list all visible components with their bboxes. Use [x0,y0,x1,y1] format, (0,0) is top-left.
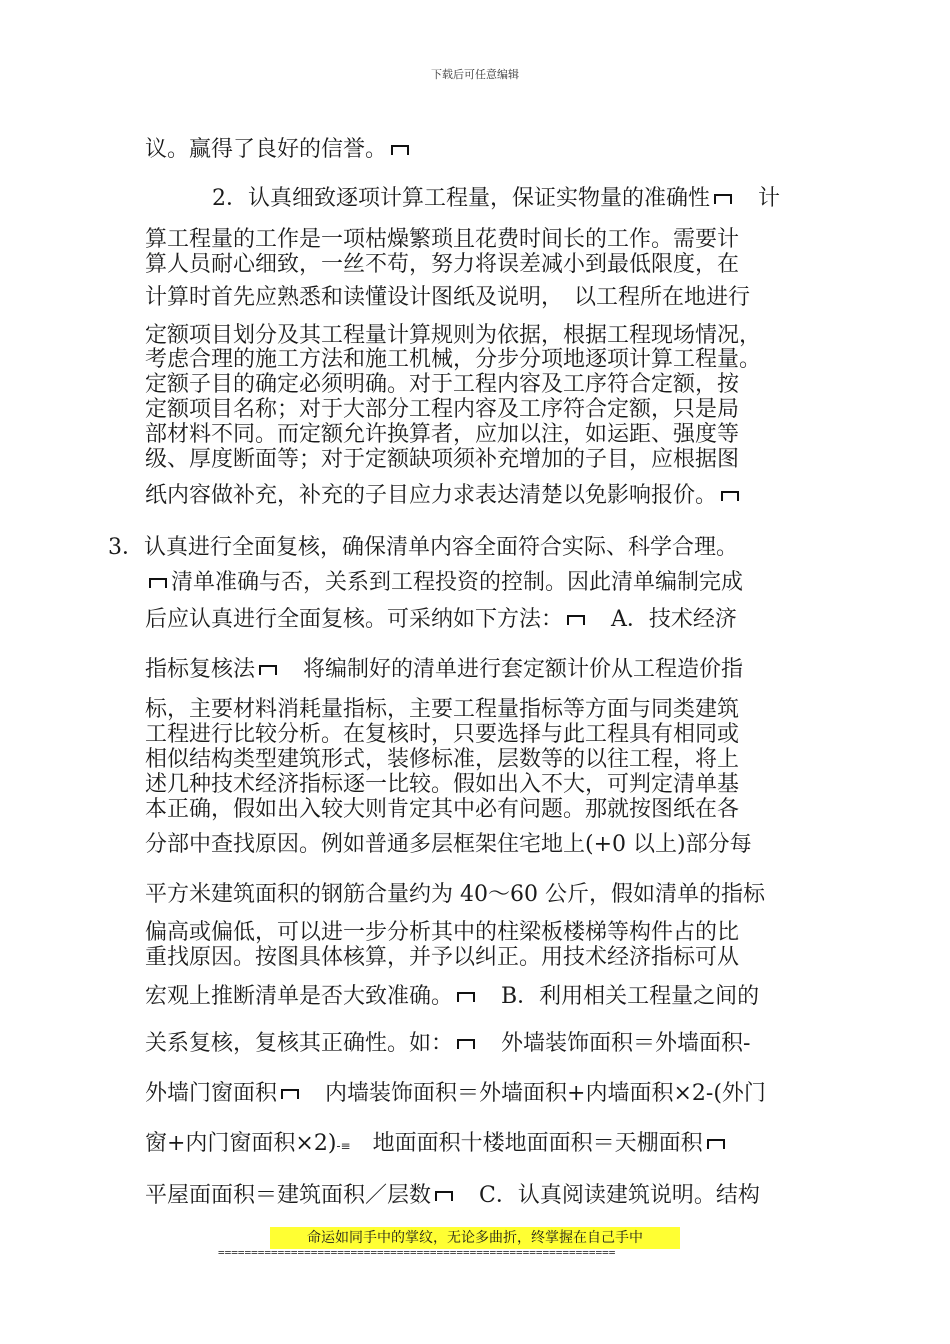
text-line [145,1183,760,1209]
line-text: 计算时首先应熟悉和读懂设计图纸及说明， 以工程所在地进行 [145,285,751,310]
line-text: 清单准确与否，关系到工程投资的控制。因此清单编制完成 [171,570,744,595]
line-text: 定额子目的确定必须明确。对于工程内容及工序符合定额，按 [145,372,740,397]
paragraph-mark-icon [567,615,585,625]
paragraph-mark-icon [707,1139,725,1149]
text-line [145,607,737,633]
line-text: 级、厚度断面等；对于定额缺项须补充增加的子目，应根据图 [145,447,740,472]
line-text: 算工程量的工作是一项枯燥繁琐且花费时间长的工作。需要计 [145,227,740,252]
line-text-after: 内墙装饰面积＝外墙面积+内墙面积×2-(外门 [303,1081,766,1106]
text-line [145,1131,729,1159]
paragraph-mark-icon [259,665,277,675]
line-text: 纸内容做补充，补充的子目应力求表达清楚以免影响报价。 [145,483,718,508]
text-line [145,945,739,971]
line-text: 算人员耐心细致，一丝不苟，努力将误差减小到最低限度，在 [145,252,740,277]
line-text: 部材料不同。而定额允许换算者，应加以注，如运距、强度等 [145,422,740,447]
line-text: 3．认真进行全面复核，确保清单内容全面符合实际、科学合理。 [108,535,738,560]
text-line [145,797,739,823]
line-text-after: 外墙装饰面积＝外墙面积- [479,1031,751,1056]
text-line [145,920,739,946]
line-text: 外墙门窗面积 [145,1081,278,1106]
text-line [145,227,739,253]
line-text: 后应认真进行全面复核。可采纳如下方法： [145,607,564,632]
line-text-after: A．技术经济 [589,607,737,632]
line-text-after: B．利用相关工程量之间的 [479,984,760,1009]
line-text: 分部中查找原因。例如普通多层框架住宅地上(+0 以上)部分每 [145,832,752,857]
line-text: 指标复核法 [145,657,256,682]
paragraph-mark-icon [457,992,475,1002]
line-text: 平屋面面积＝建筑面积／层数 [145,1183,432,1208]
line-text: 定额项目划分及其工程量计算规则为依据，根据工程现场情况， [145,323,762,348]
header-note: 下载后可任意编辑 [431,68,519,81]
paragraph-mark-icon [714,194,732,204]
line-text-after: C．认真阅读建筑说明。结构 [457,1183,760,1208]
text-line [145,323,761,349]
line-text: 重找原因。按图具体核算，并予以纠正。用技术经济指标可从 [145,945,740,970]
footer-rule: ============================================================ [218,1247,616,1259]
line-text: 本正确，假如出入较大则肯定其中必有问题。那就按图纸在各 [145,797,740,822]
text-line [145,570,743,596]
paragraph-mark-icon [149,578,167,588]
line-text: 述几种技术经济指标逐一比较。假如出入不大，可判定清单基 [145,772,740,797]
text-line [145,722,739,748]
line-text: 平方米建筑面积的钢筋合量约为 40～60 公斤，假如清单的指标 [145,882,765,907]
line-text: 宏观上推断清单是否大致准确。 [145,984,454,1009]
section-symbol: -≡ [336,1139,351,1153]
text-line [145,984,759,1010]
paragraph-mark-icon [435,1191,453,1201]
line-text: 关系复核，复核其正确性。如： [145,1031,454,1056]
text-line [145,1031,750,1057]
line-text-tail: 地面面积十楼地面面积＝天棚面积 [350,1131,703,1156]
line-text: 考虑合理的施工方法和施工机械，分步分项地逐项计算工程量。 [145,347,762,372]
line-text: 定额项目名称；对于大部分工程内容及工序符合定额，只是局 [145,397,740,422]
text-line [145,832,752,858]
text-line [145,882,765,908]
text-line [145,137,413,163]
line-text: 偏高或偏低，可以进一步分析其中的柱梁板楼梯等构件占的比 [145,920,740,945]
text-line [145,347,761,373]
text-line [145,422,739,448]
text-line [145,657,743,683]
line-text: 标，主要材料消耗量指标，主要工程量指标等方面与同类建筑 [145,697,740,722]
text-line [145,372,739,398]
text-line [145,747,739,773]
text-line [190,186,780,212]
text-line [145,1081,766,1107]
line-text-after: 将编制好的清单进行套定额计价从工程造价指 [281,657,744,682]
paragraph-mark-icon [457,1039,475,1049]
text-line [108,535,738,561]
text-line [145,252,739,278]
text-line [145,697,739,723]
paragraph-mark-icon [391,145,409,155]
text-line [145,772,739,798]
line-text: 窗+内门窗面积×2) [145,1131,337,1156]
line-text: 工程进行比较分析。在复核时，只要选择与此工程具有相同或 [145,722,740,747]
paragraph-mark-icon [281,1089,299,1099]
paragraph-mark-icon [721,491,739,501]
footer-motto: 命运如同手中的掌纹，无论多曲折，终掌握在自己手中 [270,1227,680,1249]
text-line [145,397,739,423]
line-text: 相似结构类型建筑形式，装修标准，层数等的以往工程，将上 [145,747,740,772]
line-text: 2．认真细致逐项计算工程量，保证实物量的准确性 [190,186,710,211]
line-text-after: 计 [736,186,781,211]
text-line [145,447,739,473]
text-line [145,285,750,311]
line-text: 议。赢得了良好的信誉。 [145,137,388,162]
text-line [145,483,743,509]
